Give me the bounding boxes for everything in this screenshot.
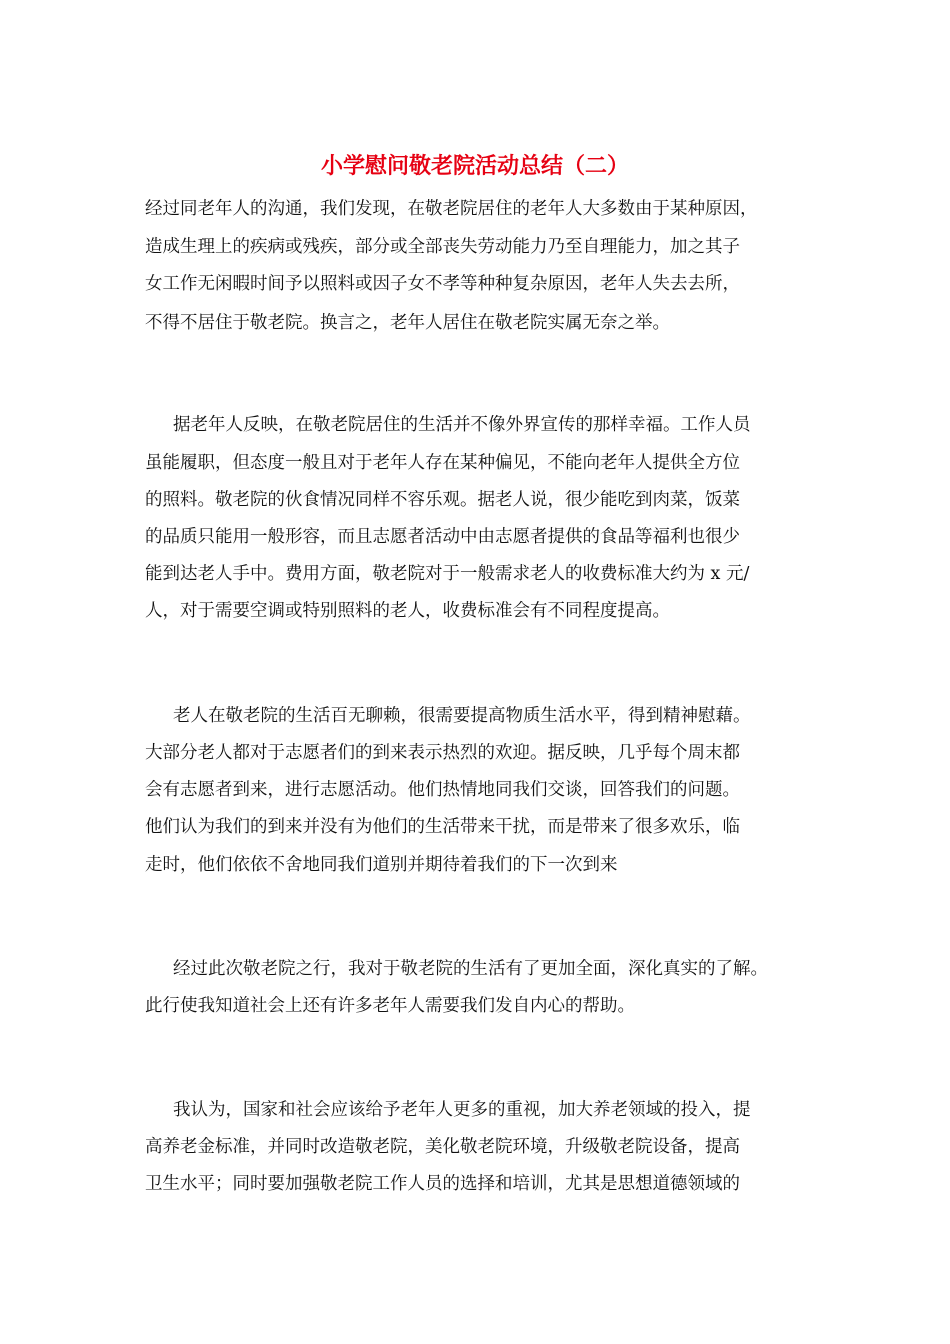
paragraph-3-line-5: 走时，他们依依不舍地同我们道别并期待着我们的下一次到来	[145, 855, 618, 875]
paragraph-2-line-3: 的照料。敬老院的伙食情况同样不容乐观。据老人说，很少能吃到肉菜，饭菜	[145, 490, 740, 510]
paragraph-2-line-5: 能到达老人手中。费用方面，敬老院对于一般需求老人的收费标准大约为 x 元/	[145, 564, 750, 584]
document-title: 小学慰问敬老院活动总结（二）	[320, 153, 629, 179]
paragraph-5-line-3: 卫生水平；同时要加强敬老院工作人员的选择和培训，尤其是思想道德领域的	[145, 1174, 740, 1194]
paragraph-2-line-1: 据老年人反映，在敬老院居住的生活并不像外界宣传的那样幸福。工作人员	[173, 415, 751, 435]
paragraph-1-line-2: 造成生理上的疾病或残疾，部分或全部丧失劳动能力乃至自理能力，加之其子	[145, 237, 740, 257]
paragraph-1-line-3: 女工作无闲暇时间予以照料或因子女不孝等种种复杂原因，老年人失去去所，	[145, 274, 740, 294]
paragraph-4-line-1: 经过此次敬老院之行，我对于敬老院的生活有了更加全面，深化真实的了解。	[173, 959, 768, 979]
paragraph-3-line-2: 大部分老人都对于志愿者们的到来表示热烈的欢迎。据反映，几乎每个周末都	[145, 743, 740, 763]
paragraph-2-line-6: 人，对于需要空调或特别照料的老人，收费标准会有不同程度提高。	[145, 601, 670, 621]
paragraph-2-line-2: 虽能履职，但态度一般且对于老年人存在某种偏见，不能向老年人提供全方位	[145, 453, 740, 473]
paragraph-3-line-3: 会有志愿者到来，进行志愿活动。他们热情地同我们交谈，回答我们的问题。	[145, 780, 740, 800]
paragraph-3-line-4: 他们认为我们的到来并没有为他们的生活带来干扰，而是带来了很多欢乐，临	[145, 817, 740, 837]
paragraph-2-line-4: 的品质只能用一般形容，而且志愿者活动中由志愿者提供的食品等福利也很少	[145, 527, 740, 547]
paragraph-4-line-2: 此行使我知道社会上还有许多老年人需要我们发自内心的帮助。	[145, 996, 635, 1016]
paragraph-1-line-1: 经过同老年人的沟通，我们发现，在敬老院居住的老年人大多数由于某种原因，	[145, 199, 758, 219]
paragraph-5-line-2: 高养老金标准，并同时改造敬老院，美化敬老院环境，升级敬老院设备，提高	[145, 1137, 740, 1157]
paragraph-3-line-1: 老人在敬老院的生活百无聊赖，很需要提高物质生活水平，得到精神慰藉。	[173, 706, 751, 726]
paragraph-1-line-4: 不得不居住于敬老院。换言之，老年人居住在敬老院实属无奈之举。	[145, 313, 670, 333]
paragraph-5-line-1: 我认为，国家和社会应该给予老年人更多的重视，加大养老领域的投入，提	[173, 1100, 751, 1120]
